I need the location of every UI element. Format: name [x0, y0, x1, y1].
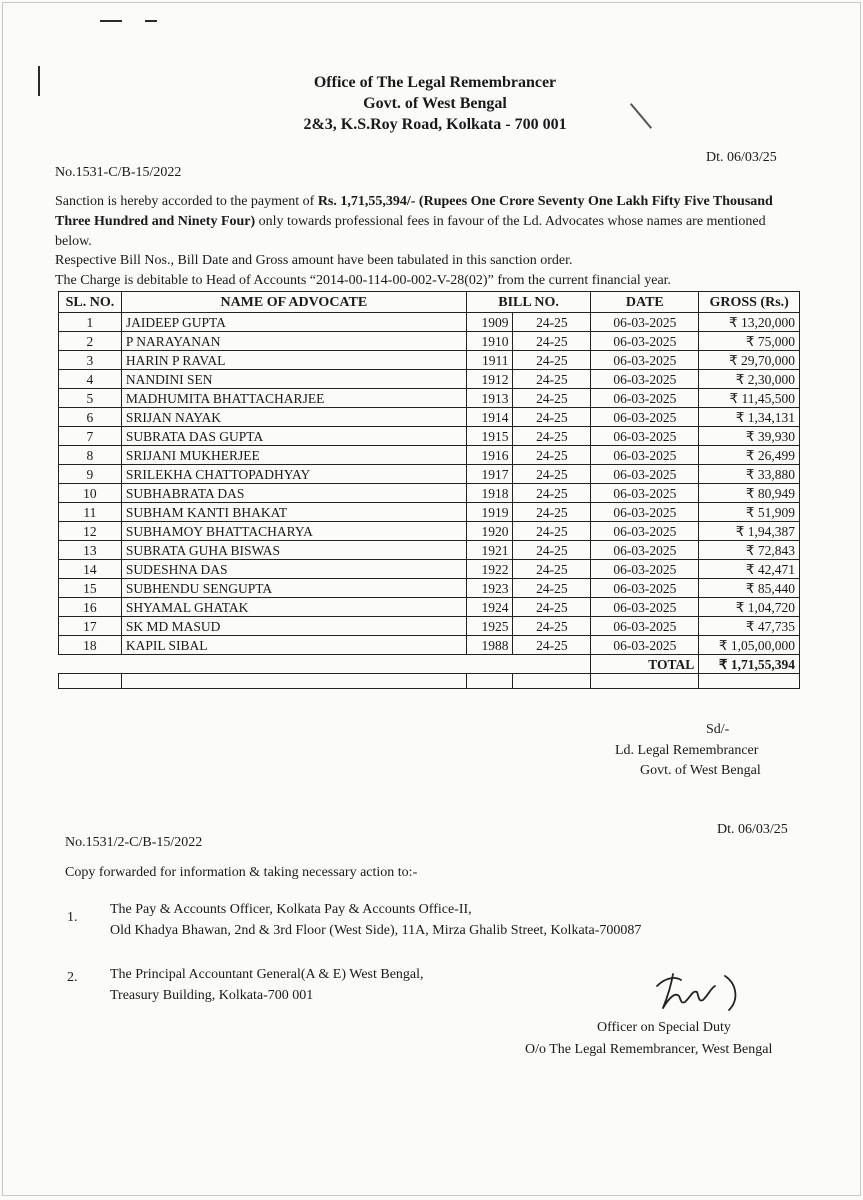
bill-year-cell: 24-25 [513, 408, 591, 427]
bill-year-cell: 24-25 [513, 636, 591, 655]
blank-row [59, 674, 800, 689]
recipient-2-line1: The Principal Accountant General(A & E) West Bengal, [110, 967, 424, 982]
scan-mark [145, 20, 157, 22]
gross-amount-cell: ₹ 1,04,720 [699, 598, 800, 617]
table-row [59, 484, 800, 503]
table-row [59, 503, 800, 522]
sl-no-cell: 15 [59, 579, 122, 598]
recipient-number: 1. [67, 910, 78, 925]
bill-year-cell: 24-25 [513, 541, 591, 560]
advocate-name-cell: SUBRATA GUHA BISWAS [121, 541, 466, 560]
advocate-name-cell: JAIDEEP GUPTA [121, 313, 466, 332]
advocate-name-cell: MADHUMITA BHATTACHARJEE [121, 389, 466, 408]
gross-amount-cell: ₹ 39,930 [699, 427, 800, 446]
bill-number-cell: 1915 [466, 427, 513, 446]
blank-cell [591, 674, 699, 689]
sd-mark: Sd/- [706, 722, 730, 737]
tabulation-note: Respective Bill Nos., Bill Date and Gross amount have been tabulated in this sanction order. [55, 253, 573, 268]
gross-amount-cell: ₹ 42,471 [699, 560, 800, 579]
sl-no-cell: 5 [59, 389, 122, 408]
government-name: Govt. of West Bengal [363, 95, 507, 112]
gross-amount-cell: ₹ 80,949 [699, 484, 800, 503]
sl-no-cell: 17 [59, 617, 122, 636]
header-bill-no: BILL NO. [466, 292, 591, 313]
bill-date-cell: 06-03-2025 [591, 617, 699, 636]
table-row [59, 389, 800, 408]
table-row [59, 579, 800, 598]
recipient-1-line1: The Pay & Accounts Officer, Kolkata Pay & Accounts Office-II, [110, 902, 472, 917]
advocate-name-cell: SRILEKHA CHATTOPADHYAY [121, 465, 466, 484]
recipient-2 [110, 964, 424, 1006]
office-name: Office of The Legal Remembrancer [313, 74, 557, 91]
bill-year-cell: 24-25 [513, 522, 591, 541]
bill-number-cell: 1913 [466, 389, 513, 408]
recipient-2-line2: Treasury Building, Kolkata-700 001 [110, 988, 314, 1003]
table-row [59, 446, 800, 465]
sl-no-cell: 6 [59, 408, 122, 427]
bill-date-cell: 06-03-2025 [591, 446, 699, 465]
sl-no-cell: 14 [59, 560, 122, 579]
order-number: No.1531-C/B-15/2022 [55, 165, 182, 180]
advocate-name-cell: SUBHAM KANTI BHAKAT [121, 503, 466, 522]
gross-amount-cell: ₹ 72,843 [699, 541, 800, 560]
bill-date-cell: 06-03-2025 [591, 560, 699, 579]
advocate-name-cell: SUBHAMOY BHATTACHARYA [121, 522, 466, 541]
bill-year-cell: 24-25 [513, 484, 591, 503]
bill-year-cell: 24-25 [513, 617, 591, 636]
bill-number-cell: 1916 [466, 446, 513, 465]
sl-no-cell: 8 [59, 446, 122, 465]
bill-number-cell: 1923 [466, 579, 513, 598]
table-row [59, 560, 800, 579]
bill-date-cell: 06-03-2025 [591, 427, 699, 446]
bill-number-cell: 1920 [466, 522, 513, 541]
bill-year-cell: 24-25 [513, 598, 591, 617]
advocate-name-cell: HARIN P RAVAL [121, 351, 466, 370]
gross-amount-cell: ₹ 75,000 [699, 332, 800, 351]
gross-amount-cell: ₹ 1,05,00,000 [699, 636, 800, 655]
gross-amount-cell: ₹ 51,909 [699, 503, 800, 522]
table-row [59, 598, 800, 617]
bill-date-cell: 06-03-2025 [591, 503, 699, 522]
table-row [59, 408, 800, 427]
bill-year-cell: 24-25 [513, 351, 591, 370]
table-row [59, 617, 800, 636]
bill-date-cell: 06-03-2025 [591, 484, 699, 503]
bill-date-cell: 06-03-2025 [591, 598, 699, 617]
bill-date-cell: 06-03-2025 [591, 351, 699, 370]
advocate-name-cell: SUDESHNA DAS [121, 560, 466, 579]
bill-year-cell: 24-25 [513, 313, 591, 332]
bill-year-cell: 24-25 [513, 389, 591, 408]
signatory-org: Govt. of West Bengal [640, 763, 761, 778]
bill-number-cell: 1912 [466, 370, 513, 389]
order-date: Dt. 06/03/25 [706, 150, 777, 165]
gross-amount-cell: ₹ 47,735 [699, 617, 800, 636]
advocate-name-cell: SK MD MASUD [121, 617, 466, 636]
table-row [59, 636, 800, 655]
bill-date-cell: 06-03-2025 [591, 522, 699, 541]
bill-date-cell: 06-03-2025 [591, 579, 699, 598]
sl-no-cell: 3 [59, 351, 122, 370]
bill-date-cell: 06-03-2025 [591, 541, 699, 560]
bill-number-cell: 1918 [466, 484, 513, 503]
advocate-name-cell: SUBHENDU SENGUPTA [121, 579, 466, 598]
recipient-1 [110, 899, 641, 941]
recipient-1-line2: Old Khadya Bhawan, 2nd & 3rd Floor (West Side), 11A, Mirza Ghalib Street, Kolkata-700087 [110, 923, 642, 938]
blank-cell [513, 674, 591, 689]
bill-number-cell: 1921 [466, 541, 513, 560]
gross-amount-cell: ₹ 13,20,000 [699, 313, 800, 332]
bill-year-cell: 24-25 [513, 370, 591, 389]
blank-cell [699, 674, 800, 689]
advocate-name-cell: SUBHABRATA DAS [121, 484, 466, 503]
table-row [59, 370, 800, 389]
advocate-name-cell: SUBRATA DAS GUPTA [121, 427, 466, 446]
bill-date-cell: 06-03-2025 [591, 370, 699, 389]
gross-amount-cell: ₹ 29,70,000 [699, 351, 800, 370]
signatory-title: Ld. Legal Remembrancer [615, 743, 759, 758]
sl-no-cell: 9 [59, 465, 122, 484]
advocate-fees-table [58, 291, 800, 689]
blank-cell [121, 674, 466, 689]
advocate-name-cell: SHYAMAL GHATAK [121, 598, 466, 617]
bill-number-cell: 1988 [466, 636, 513, 655]
bill-year-cell: 24-25 [513, 465, 591, 484]
gross-amount-cell: ₹ 2,30,000 [699, 370, 800, 389]
advocate-name-cell: KAPIL SIBAL [121, 636, 466, 655]
bill-year-cell: 24-25 [513, 427, 591, 446]
sanction-text-end: only towards professional fees in favour of the Ld. Advocates whose names are mentioned below. [55, 214, 766, 249]
bill-number-cell: 1910 [466, 332, 513, 351]
handwritten-signature [645, 968, 745, 1014]
gross-amount-cell: ₹ 85,440 [699, 579, 800, 598]
osd-title: Officer on Special Duty [597, 1020, 731, 1035]
sl-no-cell: 13 [59, 541, 122, 560]
forward-date: Dt. 06/03/25 [717, 822, 788, 837]
bill-number-cell: 1909 [466, 313, 513, 332]
bill-date-cell: 06-03-2025 [591, 465, 699, 484]
forward-intro: Copy forwarded for information & taking necessary action to:- [65, 865, 418, 880]
bill-number-cell: 1925 [466, 617, 513, 636]
sl-no-cell: 16 [59, 598, 122, 617]
sl-no-cell: 2 [59, 332, 122, 351]
bill-date-cell: 06-03-2025 [591, 408, 699, 427]
charge-note: The Charge is debitable to Head of Accounts “2014-00-114-00-002-V-28(02)” from the current financial year. [55, 273, 672, 288]
bill-number-cell: 1924 [466, 598, 513, 617]
osd-org: O/o The Legal Remembrancer, West Bengal [525, 1042, 773, 1057]
sanction-amount: Rs. 1,71,55,394/- (Rupees One Crore Seventy One Lakh Fifty Five Thousand Three Hundred and Ninety Four) [55, 194, 773, 229]
scan-mark [100, 20, 122, 22]
table-row [59, 465, 800, 484]
sl-no-cell: 4 [59, 370, 122, 389]
advocate-name-cell: SRIJAN NAYAK [121, 408, 466, 427]
total-label: TOTAL [591, 655, 699, 674]
bill-year-cell: 24-25 [513, 503, 591, 522]
sl-no-cell: 10 [59, 484, 122, 503]
bill-date-cell: 06-03-2025 [591, 636, 699, 655]
letterhead [250, 72, 620, 135]
header-sl-no: SL. NO. [59, 292, 122, 313]
table-row [59, 522, 800, 541]
table-row [59, 427, 800, 446]
sl-no-cell: 11 [59, 503, 122, 522]
sl-no-cell: 18 [59, 636, 122, 655]
advocate-name-cell: P NARAYANAN [121, 332, 466, 351]
header-advocate-name: NAME OF ADVOCATE [121, 292, 466, 313]
bill-year-cell: 24-25 [513, 446, 591, 465]
table-row [59, 313, 800, 332]
gross-amount-cell: ₹ 11,45,500 [699, 389, 800, 408]
sl-no-cell: 12 [59, 522, 122, 541]
bill-date-cell: 06-03-2025 [591, 313, 699, 332]
total-spacer [59, 655, 591, 674]
total-row [59, 655, 800, 674]
sl-no-cell: 7 [59, 427, 122, 446]
advocate-name-cell: SRIJANI MUKHERJEE [121, 446, 466, 465]
bill-date-cell: 06-03-2025 [591, 389, 699, 408]
header-gross: GROSS (Rs.) [699, 292, 800, 313]
office-address: 2&3, K.S.Roy Road, Kolkata - 700 001 [303, 116, 567, 133]
table-row [59, 351, 800, 370]
recipient-number: 2. [67, 970, 78, 985]
bill-date-cell: 06-03-2025 [591, 332, 699, 351]
bill-number-cell: 1922 [466, 560, 513, 579]
bill-number-cell: 1917 [466, 465, 513, 484]
blank-cell [466, 674, 513, 689]
forward-number: No.1531/2-C/B-15/2022 [65, 835, 203, 850]
header-date: DATE [591, 292, 699, 313]
gross-amount-cell: ₹ 26,499 [699, 446, 800, 465]
bill-number-cell: 1911 [466, 351, 513, 370]
bill-year-cell: 24-25 [513, 579, 591, 598]
sanction-text-start: Sanction is hereby accorded to the payment of [55, 194, 318, 209]
sanction-paragraph [55, 192, 800, 252]
gross-amount-cell: ₹ 1,34,131 [699, 408, 800, 427]
table-row [59, 332, 800, 351]
total-value: ₹ 1,71,55,394 [699, 655, 800, 674]
advocate-name-cell: NANDINI SEN [121, 370, 466, 389]
gross-amount-cell: ₹ 1,94,387 [699, 522, 800, 541]
table-row [59, 541, 800, 560]
bill-number-cell: 1919 [466, 503, 513, 522]
sl-no-cell: 1 [59, 313, 122, 332]
bill-year-cell: 24-25 [513, 332, 591, 351]
table-header-row [59, 292, 800, 313]
bill-year-cell: 24-25 [513, 560, 591, 579]
bill-number-cell: 1914 [466, 408, 513, 427]
blank-cell [59, 674, 122, 689]
gross-amount-cell: ₹ 33,880 [699, 465, 800, 484]
scan-mark [38, 66, 40, 96]
